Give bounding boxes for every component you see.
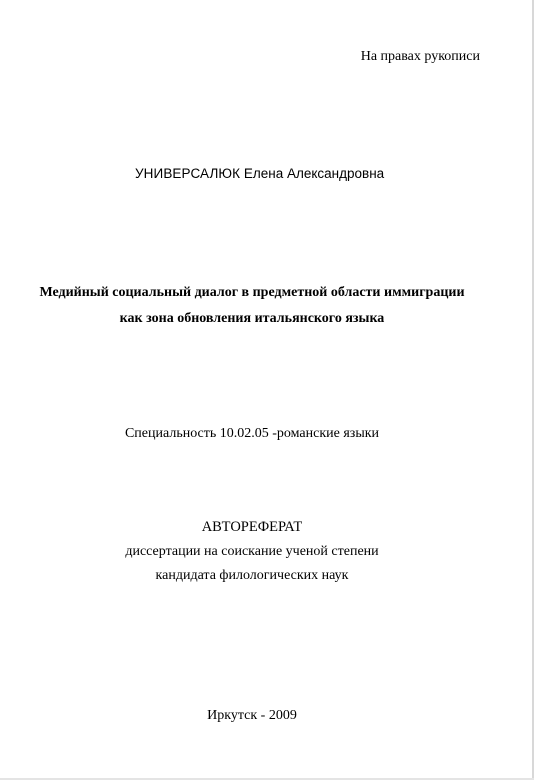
rights-notice: На правах рукописи xyxy=(360,49,480,64)
dissertation-title-line-1: Медийный социальный диалог в предметной области иммиграции xyxy=(39,285,465,300)
document-purpose: диссертации на соискание ученой степени xyxy=(125,544,379,559)
author-given-names: Елена Александровна xyxy=(243,166,385,181)
author-surname: УНИВЕРСАЛЮК xyxy=(135,166,241,181)
document-genre: АВТОРЕФЕРАТ xyxy=(201,519,303,535)
city-year: Иркутск - 2009 xyxy=(207,708,297,723)
specialty-line: Специальность 10.02.05 -романские языки xyxy=(124,426,380,441)
author-name xyxy=(135,165,384,183)
dissertation-title-line-2: как зона обновления итальянского языка xyxy=(119,311,385,326)
academic-degree: кандидата филологических наук xyxy=(155,568,349,583)
